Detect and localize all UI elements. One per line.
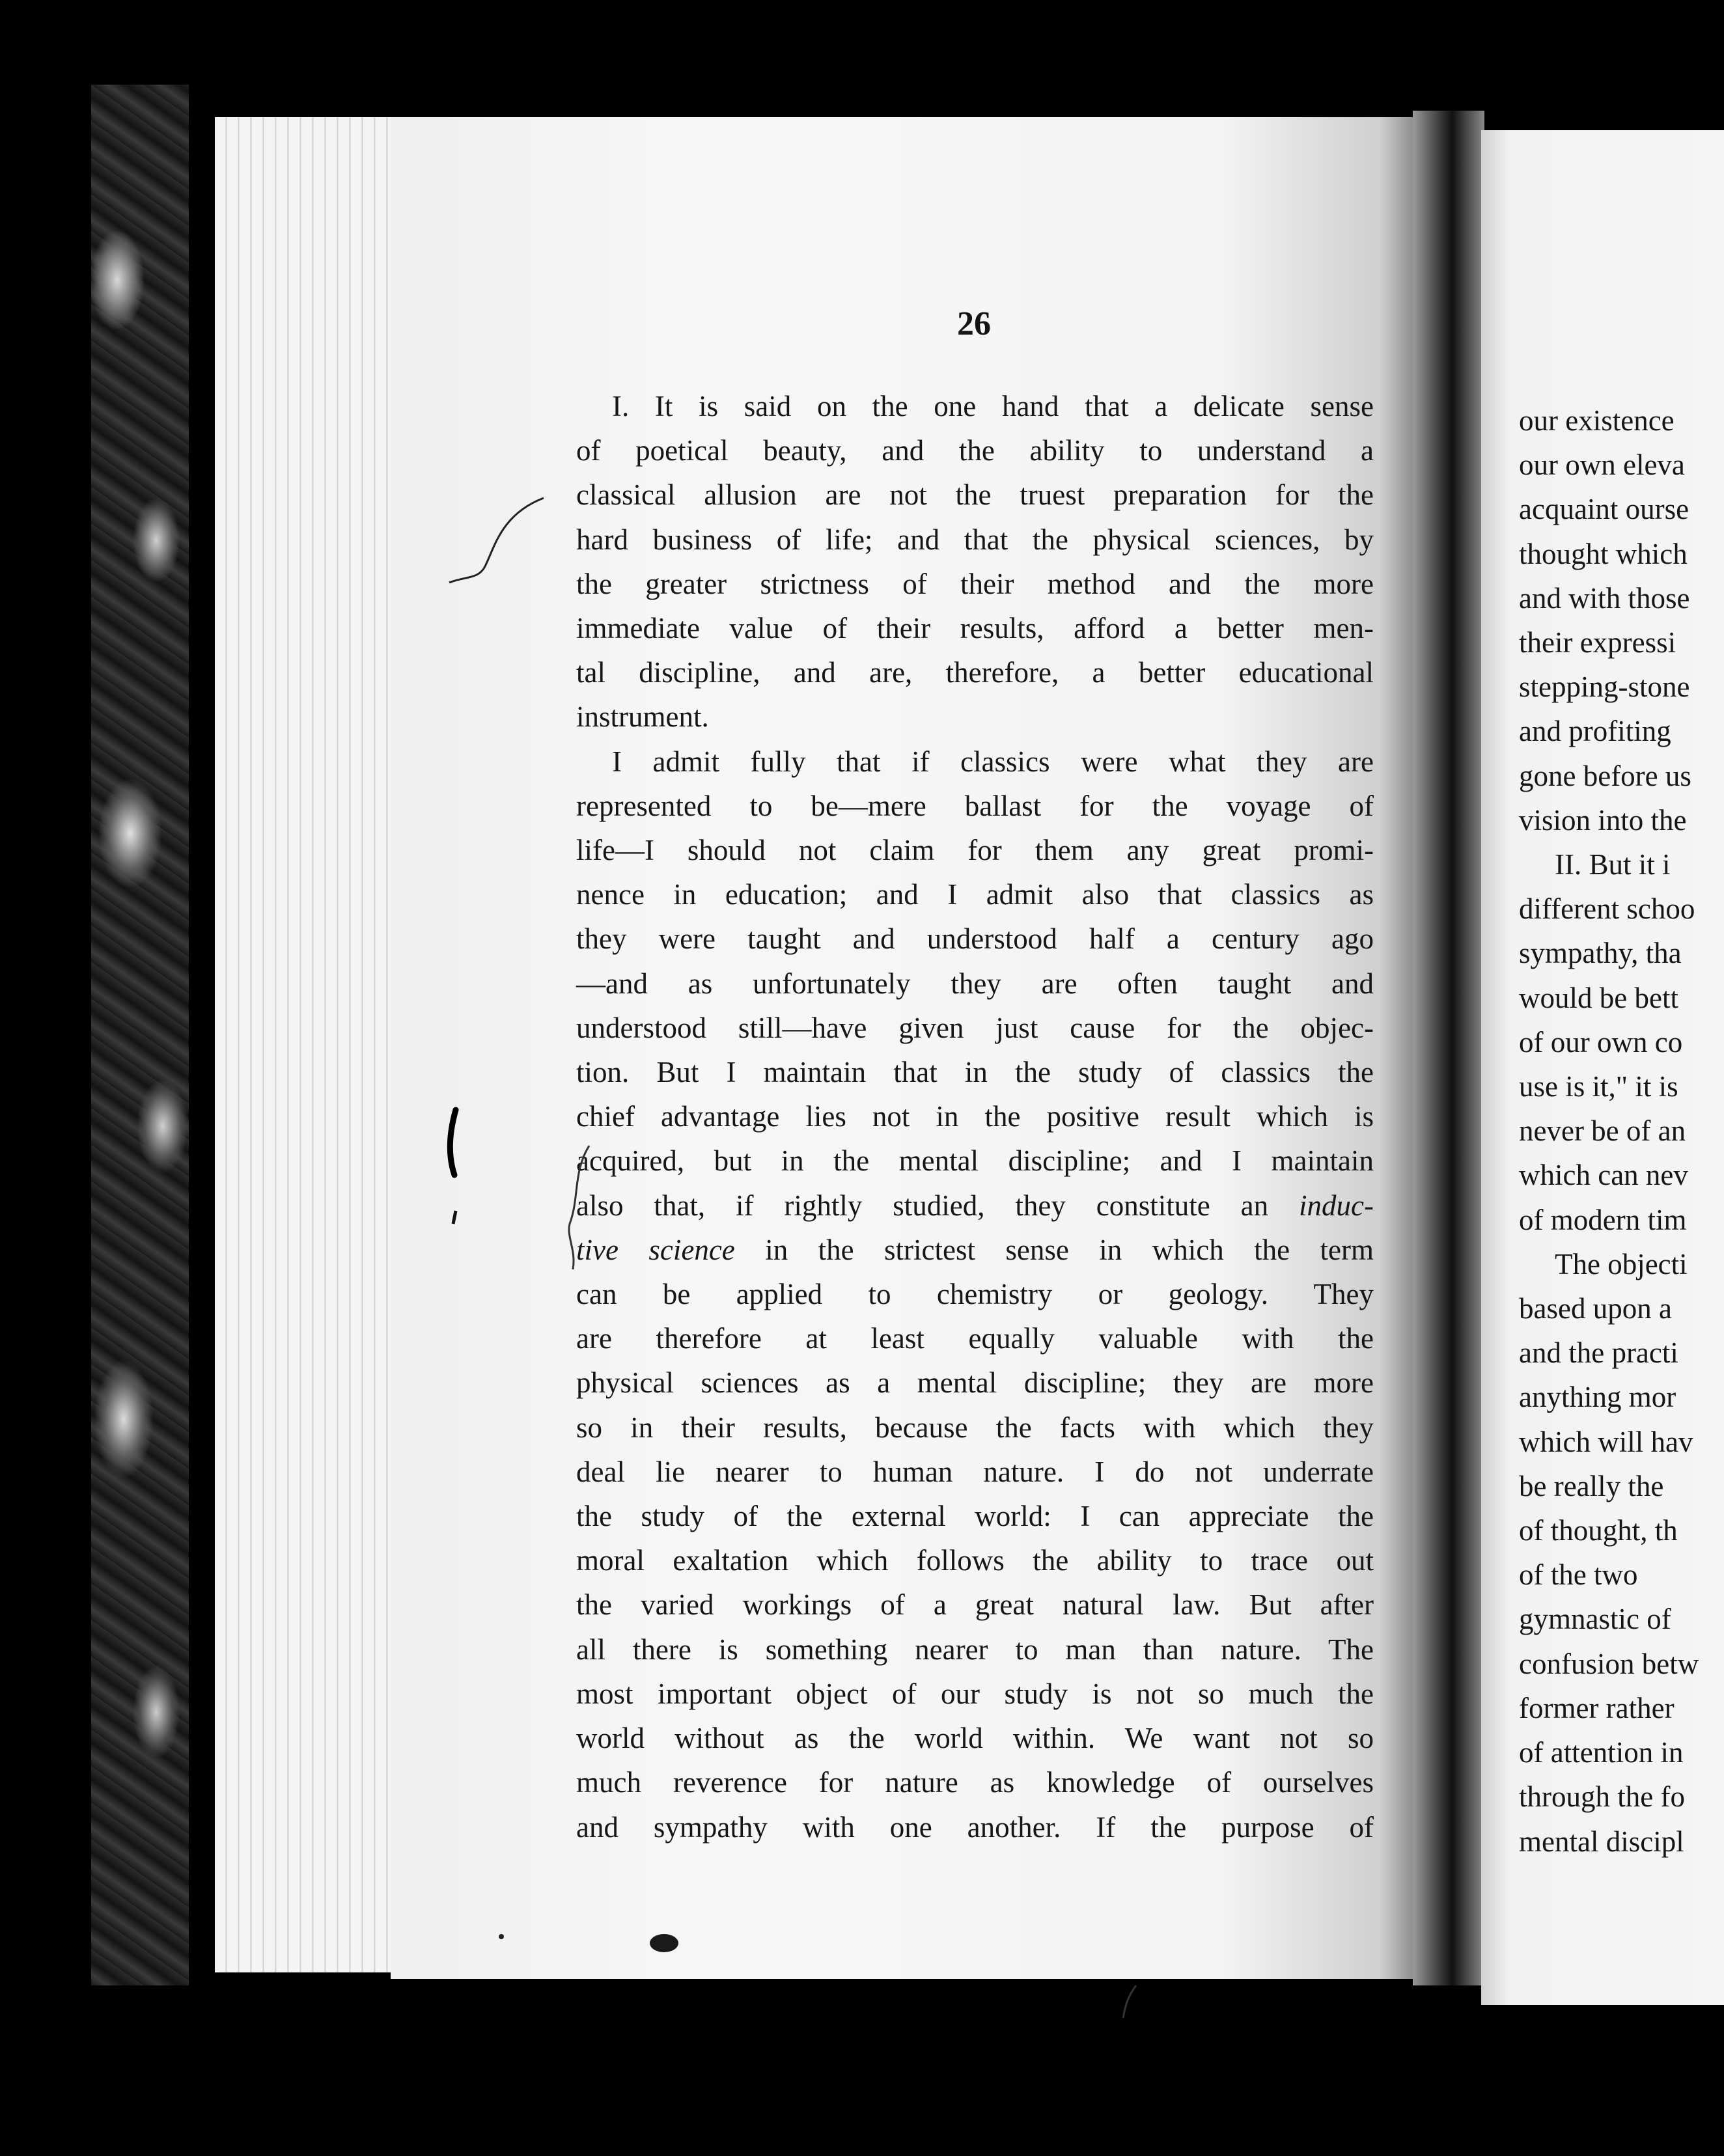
text-line: use is it," it is xyxy=(1519,1070,1678,1103)
text-line: of poetical beauty, and the ability to understand a xyxy=(576,434,1374,467)
text-line: tive science in the strictest sense in which the term xyxy=(576,1233,1374,1266)
page-number: 26 xyxy=(957,305,991,342)
text-line: The objecti xyxy=(1555,1247,1688,1280)
text-line: and with those xyxy=(1519,581,1690,615)
italic-fragment: tive science xyxy=(576,1233,735,1266)
text-line: anything mor xyxy=(1519,1381,1676,1414)
text-line: represented to be—mere ballast for the voyage of xyxy=(576,789,1374,822)
text-line: tal discipline, and are, therefore, a better educational xyxy=(576,656,1374,689)
text-line: which can nev xyxy=(1519,1159,1688,1192)
text-line: never be of an xyxy=(1519,1114,1686,1148)
text-line xyxy=(576,1183,1374,1228)
text-line: our own eleva xyxy=(1519,449,1685,482)
text-line: acquired, but in the mental discipline; and I maintain xyxy=(576,1144,1374,1178)
text-line: nence in education; and I admit also that classics as xyxy=(576,878,1374,911)
text-line: based upon a xyxy=(1519,1292,1672,1325)
text-line: I admit fully that if classics were what they are xyxy=(612,745,1374,778)
text-line: of our own co xyxy=(1519,1025,1683,1058)
text-line: all there is something nearer to man than nature. The xyxy=(576,1633,1374,1666)
text-line: immediate value of their results, afford a better men- xyxy=(576,612,1374,645)
text-line: world without as the world within. We want not so xyxy=(576,1722,1374,1755)
text-line: most important object of our study is not so much the xyxy=(576,1677,1374,1710)
text-line: and sympathy with one another. If the purpose of xyxy=(576,1810,1374,1844)
left-page-text xyxy=(576,384,1374,1849)
text-line: instrument. xyxy=(576,700,709,734)
text-line: of thought, th xyxy=(1519,1514,1678,1547)
text-line: the varied workings of a great natural law. But after xyxy=(576,1588,1374,1622)
text-line: thought which xyxy=(1519,537,1688,570)
marbled-cover-board xyxy=(91,85,189,1985)
text-line: understood still—have given just cause for the objec- xyxy=(576,1011,1374,1044)
page-edges xyxy=(215,117,410,1972)
text-line: our existence xyxy=(1519,404,1675,437)
text-line: former rather xyxy=(1519,1691,1675,1724)
text-fragment: also that, if rightly studied, they constitute an xyxy=(576,1189,1269,1222)
text-line: different schoo xyxy=(1519,892,1695,926)
text-line: II. But it i xyxy=(1555,848,1671,881)
text-line: chief advantage lies not in the positive result which is xyxy=(576,1100,1374,1133)
text-line: so in their results, because the facts with which they xyxy=(576,1411,1374,1444)
text-line: much reverence for nature as knowledge of ourselves xyxy=(576,1766,1374,1799)
text-line: through the fo xyxy=(1519,1780,1685,1814)
text-line: hard business of life; and that the physical sciences, by xyxy=(576,523,1374,556)
text-line: gymnastic of xyxy=(1519,1603,1671,1636)
text-line: life—I should not claim for them any great promi- xyxy=(576,834,1374,867)
text-line: deal lie nearer to human nature. I do not underrate xyxy=(576,1455,1374,1488)
text-line: can be applied to chemistry or geology. They xyxy=(576,1278,1374,1311)
text-line: classical allusion are not the truest preparation for the xyxy=(576,478,1374,512)
text-line: which will hav xyxy=(1519,1425,1693,1458)
text-line: acquaint ourse xyxy=(1519,493,1689,526)
book-gutter xyxy=(1413,111,1484,1985)
text-line: their expressi xyxy=(1519,626,1676,659)
text-line: confusion betw xyxy=(1519,1647,1699,1680)
text-line: sympathy, tha xyxy=(1519,937,1682,970)
text-line: the study of the external world: I can appreciate the xyxy=(576,1500,1374,1533)
text-line: —and as unfortunately they are often taught and xyxy=(576,967,1374,1000)
text-line: vision into the xyxy=(1519,803,1687,836)
pencil-mark-bottom xyxy=(1123,1985,1136,2018)
text-line: the greater strictness of their method and the more xyxy=(576,567,1374,600)
italic-fragment: induc- xyxy=(1299,1189,1374,1222)
text-line: are therefore at least equally valuable with the xyxy=(576,1322,1374,1355)
text-line: of the two xyxy=(1519,1558,1638,1592)
text-line: of attention in xyxy=(1519,1736,1684,1769)
text-line: physical sciences as a mental discipline; they are more xyxy=(576,1366,1374,1400)
text-line: stepping-stone xyxy=(1519,670,1690,704)
text-line: mental discipl xyxy=(1519,1825,1684,1858)
text-line: they were taught and understood half a century ago xyxy=(576,922,1374,956)
right-page-text xyxy=(1519,398,1724,1864)
text-line: gone before us xyxy=(1519,759,1691,792)
text-line: be really the xyxy=(1519,1469,1664,1502)
text-line: of modern tim xyxy=(1519,1203,1687,1236)
text-line: I. It is said on the one hand that a delicate sense xyxy=(612,390,1374,422)
text-line: tion. But I maintain that in the study of classics the xyxy=(576,1056,1374,1089)
text-line: and profiting xyxy=(1519,715,1671,748)
text-line: would be bett xyxy=(1519,981,1678,1014)
text-line: and the practi xyxy=(1519,1336,1678,1370)
text-line: moral exaltation which follows the ability to trace out xyxy=(576,1544,1374,1577)
